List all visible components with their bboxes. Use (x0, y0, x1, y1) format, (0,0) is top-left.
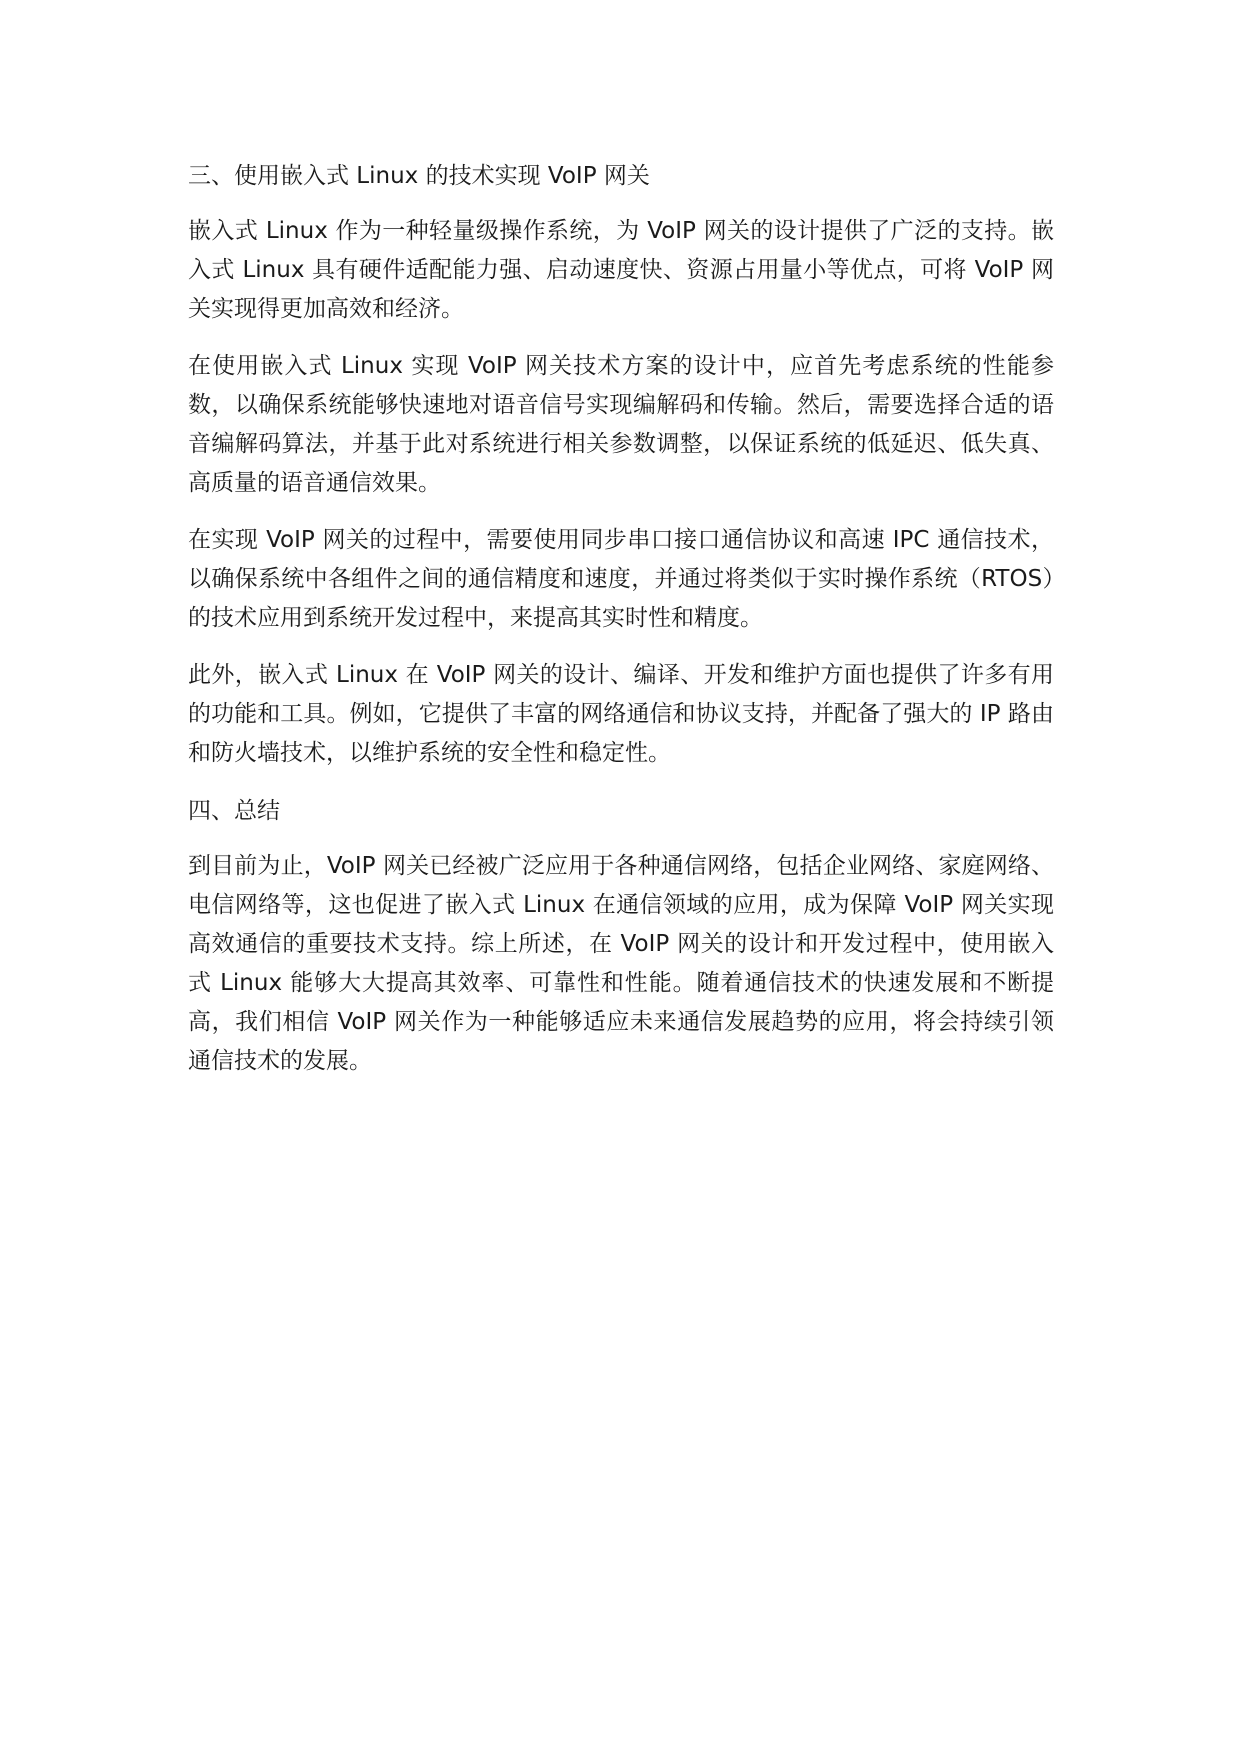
section-4-paragraph-1: 到目前为止，VoIP 网关已经被广泛应用于各种通信网络，包括企业网络、家庭网络、电信网络等，这也促进了嵌入式 Linux 在通信领域的应用，成为保障 VoIP 网关实现高效通信的重要技术支持。综上所述，在 VoIP 网关的设计和开发过程中，使用嵌入式 Linux 能够大大提高其效率、可靠性和性能。随着通信技术的快速发展和不断提高，我们相信 VoIP 网关作为一种能够适应未来通信发展趋势的应用，将会持续引领通信技术的发展。 (188, 853, 1054, 1074)
section-3-heading: 三、使用嵌入式 Linux 的技术实现 VoIP 网关 (188, 163, 650, 189)
section-4-heading: 四、总结 (188, 798, 280, 824)
section-3-paragraph-3: 在实现 VoIP 网关的过程中，需要使用同步串口接口通信协议和高速 IPC 通信技术，以确保系统中各组件之间的通信精度和速度，并通过将类似于实时操作系统（RTOS）的技术应用到系统开发过程中，来提高其实时性和精度。 (188, 527, 1054, 631)
section-3-paragraph-2: 在使用嵌入式 Linux 实现 VoIP 网关技术方案的设计中，应首先考虑系统的性能参数，以确保系统能够快速地对语音信号实现编解码和传输。然后，需要选择合适的语音编解码算法，并基于此对系统进行相关参数调整，以保证系统的低延迟、低失真、高质量的语音通信效果。 (188, 353, 1054, 496)
document-page (188, 156, 1054, 1099)
section-3-paragraph-1: 嵌入式 Linux 作为一种轻量级操作系统，为 VoIP 网关的设计提供了广泛的支持。嵌入式 Linux 具有硬件适配能力强、启动速度快、资源占用量小等优点，可将 VoIP 网关实现得更加高效和经济。 (188, 218, 1054, 322)
section-3-paragraph-4: 此外，嵌入式 Linux 在 VoIP 网关的设计、编译、开发和维护方面也提供了许多有用的功能和工具。例如，它提供了丰富的网络通信和协议支持，并配备了强大的 IP 路由和防火墙技术，以维护系统的安全性和稳定性。 (188, 662, 1054, 766)
